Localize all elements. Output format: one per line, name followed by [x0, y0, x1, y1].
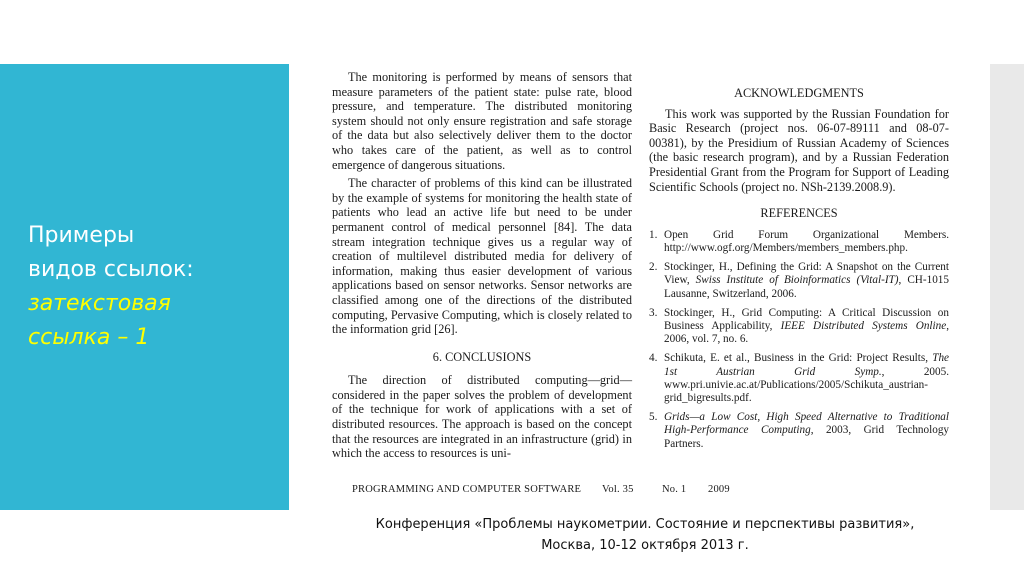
reference-item: [649, 261, 949, 301]
reference-italic: Swiss Institute of Bioinformatics (Vital-IT): [695, 274, 899, 287]
reference-number: 2.: [649, 261, 658, 274]
journal-footer: [352, 484, 912, 495]
reference-text: , 2006, vol. 7, no. 6.: [664, 319, 949, 346]
paragraph-conclusions: The direction of distributed computing—grid—considered in the paper solves the problem of development of the technique for work of applications with a set of distributed resources. The approach is based on the concept that the resources are integrated in an infrastructure (grid) in which the access to resources is uni-: [332, 373, 632, 461]
reference-item: [649, 352, 949, 405]
reference-text: , 2003, Grid Technology Partners.: [664, 424, 950, 450]
reference-text: Schikuta, E. et al., Business in the Grid: Project Results,: [664, 352, 933, 365]
reference-text: Open Grid Forum Organizational Members. http://www.ogf.org/Members/members_members.php.: [664, 228, 949, 254]
reference-number: 1.: [649, 228, 658, 241]
slide-title: [28, 219, 278, 355]
caption-line-2: Москва, 10-12 октября 2013 г.: [541, 538, 749, 553]
caption-line-1: Конференция «Проблемы наукометрии. Состояние и перспективы развития»,: [375, 517, 915, 532]
acknowledgments-heading: ACKNOWLEDGMENTS: [734, 86, 864, 100]
reference-number: 4.: [649, 352, 658, 365]
reference-italic: The 1st Austrian Grid Symp.: [664, 352, 949, 378]
references-list: [649, 229, 949, 451]
reference-number: 3.: [649, 306, 658, 319]
conference-caption: [300, 514, 990, 556]
reference-italic: IEEE Distributed Systems Online: [780, 319, 947, 332]
title-accent-line-1: затекстовая: [28, 291, 171, 316]
title-line-1: Примеры: [28, 223, 135, 248]
conclusions-heading: 6. CONCLUSIONS: [432, 349, 532, 364]
title-line-2: видов ссылок:: [28, 257, 194, 282]
journal-volume: Vol. 35: [602, 484, 634, 495]
references-heading: REFERENCES: [760, 206, 838, 221]
journal-number: No. 1: [662, 484, 687, 495]
reference-item: [649, 411, 949, 451]
reference-text: , CH-1015 Lausanne, Switzerland, 2006.: [664, 274, 949, 300]
reference-text: Stockinger, H., Grid Computing: A Critical Discussion on Business Applicability,: [664, 306, 949, 332]
document-right-column: [649, 86, 949, 457]
reference-number: 5.: [649, 411, 658, 424]
reference-item: [649, 307, 949, 347]
reference-text: Stockinger, H., Defining the Grid: A Snapshot on the Current View,: [664, 261, 949, 287]
reference-text: , 2005. www.pri.univie.ac.at/Publications/2005/Schikuta_austrian-grid_bigresults.pdf.: [664, 365, 950, 404]
document-scan: [290, 64, 990, 510]
title-accent-line-2: ссылка – 1: [28, 325, 150, 350]
reference-item: [649, 229, 949, 255]
paragraph-acknowledgments: This work was supported by the Russian Foundation for Basic Research (project nos. 06-07-89111 and 08-07-00381), by the Presidium of Russian Academy of Sciences (the basic research program), and by a Russian Federation Presidential Grant from the Program for Support of Leading Scientific Schools (project no. NSh-2139.2008.9).: [649, 106, 949, 194]
journal-name: PROGRAMMING AND COMPUTER SOFTWARE: [352, 484, 582, 495]
paragraph-monitoring: The monitoring is performed by means of sensors that measure parameters of the patient state: pulse rate, blood pressure, and temperature. The distributed monitoring system should not only ensure registration and safe storage of the data but also selectively deliver them to the doctor who takes care of the patient, as well as to control emergence of dangerous situations.: [332, 70, 632, 172]
paragraph-character: The character of problems of this kind can be illustrated by the example of systems for monitoring the health state of patients who lead an active life but need to be under permanent control of medical personnel [84]. The data stream integration technique gives us a regular way of creation of multilevel distributed media for delivery of information, making thus easier development of various applications based on sensor networks. Sensor networks are classified among one of the directions of the distributed computing, Pervasive Computing, which is closely related to the information grid [26].: [332, 176, 632, 337]
journal-year: 2009: [708, 484, 730, 495]
right-accent-bar: [990, 64, 1024, 510]
document-left-column: [332, 70, 632, 461]
reference-italic: Grids—a Low Cost, High Speed Alternative to Traditional High-Performance Computing: [664, 411, 949, 437]
